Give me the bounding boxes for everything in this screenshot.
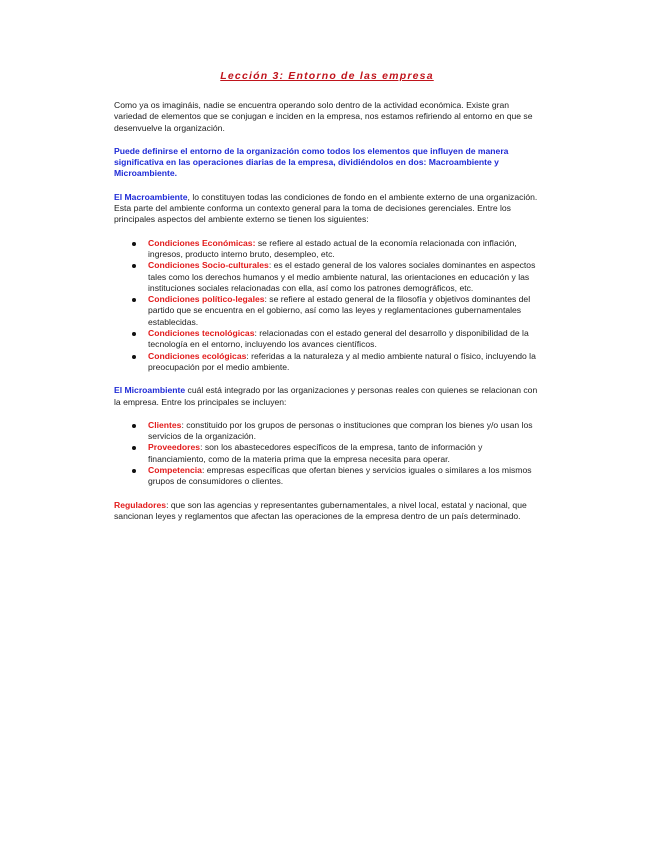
list-item	[148, 328, 540, 351]
list-item-term: Condiciones político-legales	[148, 294, 265, 305]
list-item	[148, 465, 540, 488]
list-item-text: se refiere al estado actual de la economía relacionada con inflación, ingresos, producto interno bruto, desempleo, etc.	[148, 237, 517, 259]
list-item	[148, 238, 540, 261]
list-item-text: : constituido por los grupos de personas o instituciones que compran los bienes y/o usan los servicios de la organización.	[148, 419, 533, 442]
list-item-term: Condiciones Económicas:	[148, 237, 256, 248]
list-item-text: : empresas específicas que ofertan bienes y servicios iguales o similares a los mismos grupos de consumidores o clientes.	[148, 465, 532, 487]
list-item-term: Condiciones ecológicas	[148, 350, 247, 361]
micro-text: cuál está integrado por las organizaciones y personas reales con quienes se relacionan con la empresa. Entre los principales se incluyen:	[114, 385, 538, 407]
list-item	[148, 260, 540, 294]
micro-paragraph	[114, 385, 540, 408]
macro-term: El Macroambiente	[114, 191, 188, 202]
list-item-term: Condiciones Socio-culturales	[148, 260, 269, 271]
lesson-title: Lección 3: Entorno de las empresa	[220, 70, 434, 82]
document-page	[114, 70, 540, 534]
regulators-text: : que son las agencias y representantes gubernamentales, a nivel local, estatal y nacional, que sancionan leyes y reglamentos que afectan las operaciones de la empresa dentro de un país determinado.	[114, 499, 527, 521]
list-item-term: Condiciones tecnológicas	[148, 328, 255, 339]
list-item-text: : referidas a la naturaleza y al medio ambiente natural o físico, incluyendo la preocupación por el medio ambiente.	[148, 350, 536, 372]
list-item-term: Clientes	[148, 419, 182, 430]
list-item-term: Competencia	[148, 465, 202, 476]
definition-paragraph: Puede definirse el entorno de la organización como todos los elementos que influyen de manera significativa en las operaciones diarias de la empresa, dividiéndolos en dos: Macroambiente y Microambiente.	[114, 145, 509, 179]
list-item-text: : se refiere al estado general de la filosofía y objetivos dominantes del partido que se encuentra en el gobierno, así como las leyes y reglamentaciones gubernamentales establecidas.	[148, 294, 531, 327]
macro-paragraph	[114, 192, 540, 226]
micro-list	[114, 420, 540, 488]
macro-list	[114, 238, 540, 374]
list-item	[148, 351, 540, 374]
regulators-term: Reguladores	[114, 499, 167, 510]
list-item-term: Proveedores	[148, 442, 201, 453]
list-item	[148, 294, 540, 328]
regulators-paragraph	[114, 500, 540, 523]
list-item-text: : es el estado general de los valores sociales dominantes en aspectos tales como los derechos humanos y el medio ambiente natural, las orientaciones en educación y las instituciones sociales relacionadas con ella, así como los patrones demográficos, etc.	[148, 260, 536, 293]
micro-term: El Microambiente	[114, 385, 186, 396]
intro-paragraph: Como ya os imagináis, nadie se encuentra operando solo dentro de la actividad económica. Existe gran variedad de elementos que se conjugan e inciden en la empresa, nos estamos refiriendo al entorno en que se desenvuelve la organización.	[114, 100, 533, 133]
list-item-text: : relacionadas con el estado general del desarrollo y disponibilidad de la tecnología en el entorno, incluyendo los avances científicos.	[148, 328, 529, 350]
list-item	[148, 420, 540, 443]
list-item	[148, 442, 540, 465]
macro-text: , lo constituyen todas las condiciones de fondo en el ambiente externo de una organización. Esta parte del ambiente conforma un contexto general para la toma de decisiones gerenciales. Entre los principales aspectos del ambiente externo se tienen los siguientes:	[114, 191, 538, 225]
list-item-text: : son los abastecedores específicos de la empresa, tanto de información y financiamiento, como de la materia prima que la empresa necesita para operar.	[148, 442, 483, 464]
